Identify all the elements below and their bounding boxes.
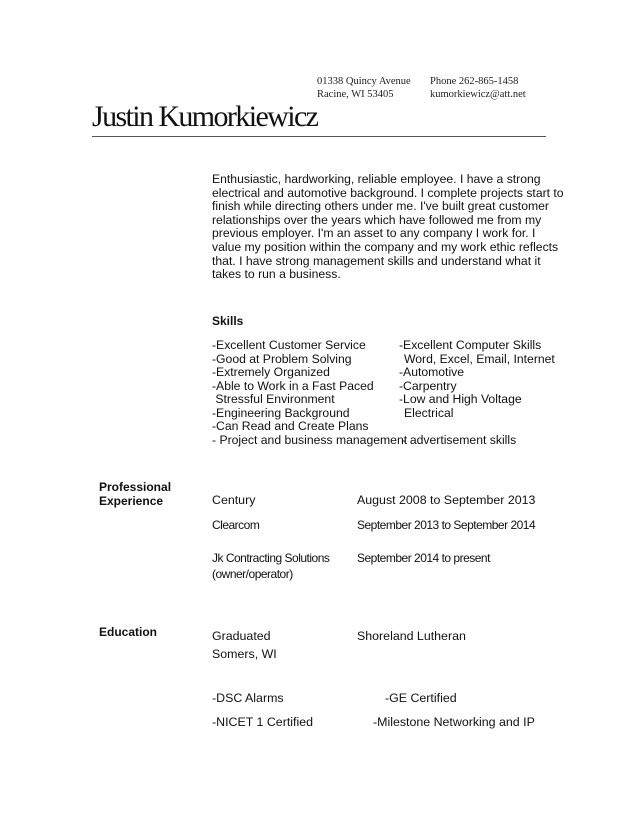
skills-heading: Skills [212,314,244,328]
email-address: kumorkiewicz@att.net [430,89,526,100]
experience-heading [99,480,171,508]
summary-line: electrical and automotive background. I complete projects start to [212,185,564,200]
summary-line: value my position within the company and my work ethic reflects [212,239,559,254]
education-school: Shoreland Lutheran [357,629,466,643]
job-dates: August 2008 to September 2013 [357,493,536,507]
skill-item: Word, Excel, Email, Internet [404,351,555,366]
summary-line: Enthusiastic, hardworking, reliable employee. I have a strong [212,172,541,186]
certification-item: -NICET 1 Certified [212,715,313,729]
job-dates: September 2013 to September 2014 [357,518,536,532]
skill-item: -Automotive [399,365,465,379]
summary-paragraph [212,172,564,282]
skill-item: - Project and business management [212,432,408,447]
certification-item: -Milestone Networking and IP [373,715,535,729]
summary-line: that. I have strong management skills and understand what it [212,253,541,268]
summary-line: previous employer. I'm an asset to any company I work for. I [212,226,536,241]
experience-heading-line: Professional [99,480,172,494]
summary-line: finish while directing others under me. I've built great customer [212,199,549,214]
job-company [212,550,329,582]
certification-item: -DSC Alarms [212,691,284,705]
job-company-line: Jk Contracting Solutions [212,551,330,565]
job-company: Clearcom [212,518,260,532]
candidate-name: Justin Kumorkiewicz [92,100,318,133]
experience-heading-line: Experience [99,494,164,508]
job-dates: September 2014 to present [357,551,490,565]
education-status: Graduated [212,629,271,643]
skill-item: - advertisement skills [399,432,517,447]
certification-item: -GE Certified [385,691,457,705]
skill-item: -Engineering Background [212,405,350,420]
skill-item: -Can Read and Create Plans [212,419,369,433]
skill-item: Electrical [404,405,454,420]
skill-item [399,420,555,434]
skill-item: -Low and High Voltage [399,392,522,406]
skills-right-column [399,339,555,447]
skill-item: -Excellent Computer Skills [399,338,542,352]
phone-number: Phone 262-865-1458 [430,76,519,87]
summary-line: takes to run a business. [212,267,341,282]
skill-item: -Good at Problem Solving [212,351,352,366]
skill-item: -Able to Work in a Fast Paced [212,378,374,393]
education-heading: Education [99,625,158,639]
skill-item: -Extremely Organized [212,365,330,379]
job-company: Century [212,493,256,507]
skill-item: Stressful Environment [212,392,335,406]
skill-item: -Excellent Customer Service [212,338,366,352]
skills-left-column [212,339,407,447]
skill-item: -Carpentry [399,378,457,393]
summary-line: relationships over the years which have followed me from my [212,212,542,227]
header-divider [92,136,546,137]
address-line-1: 01338 Quincy Avenue [317,76,411,87]
job-company-line: (owner/operator) [212,567,293,581]
address-line-2: Racine, WI 53405 [317,89,394,100]
education-location: Somers, WI [212,647,277,661]
